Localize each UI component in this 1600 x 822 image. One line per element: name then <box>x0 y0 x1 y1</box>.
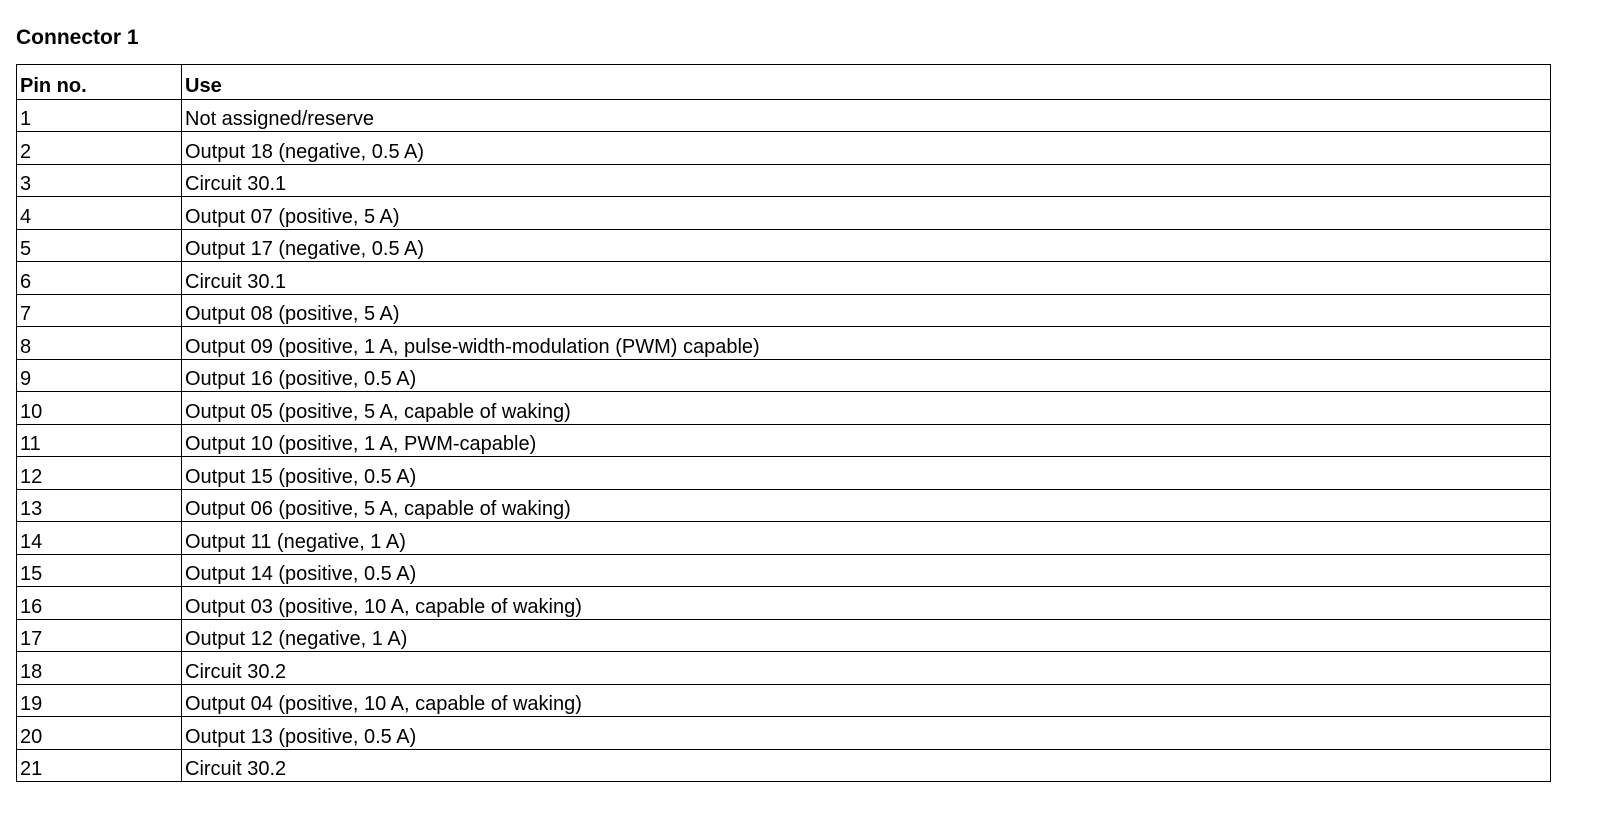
pin-number-cell: 7 <box>17 294 182 327</box>
pin-number-cell: 18 <box>17 652 182 685</box>
pin-use-cell: Output 16 (positive, 0.5 A) <box>182 359 1551 392</box>
pin-use-cell: Output 05 (positive, 5 A, capable of waking) <box>182 392 1551 425</box>
table-row <box>17 684 1551 717</box>
table-row <box>17 392 1551 425</box>
pin-number-cell: 12 <box>17 457 182 490</box>
table-row <box>17 99 1551 132</box>
pin-use-cell: Output 03 (positive, 10 A, capable of waking) <box>182 587 1551 620</box>
connector-pin-table <box>16 64 1551 782</box>
pin-use-cell: Circuit 30.2 <box>182 749 1551 782</box>
pin-use-cell: Output 11 (negative, 1 A) <box>182 522 1551 555</box>
table-body <box>17 99 1551 782</box>
pin-use-cell: Output 14 (positive, 0.5 A) <box>182 554 1551 587</box>
table-row <box>17 424 1551 457</box>
pin-number-cell: 1 <box>17 99 182 132</box>
pin-use-cell: Circuit 30.1 <box>182 164 1551 197</box>
pin-use-cell: Not assigned/reserve <box>182 99 1551 132</box>
table-row <box>17 717 1551 750</box>
pin-use-cell: Output 15 (positive, 0.5 A) <box>182 457 1551 490</box>
pin-number-cell: 19 <box>17 684 182 717</box>
table-row <box>17 262 1551 295</box>
document-title: Connector 1 <box>16 26 139 49</box>
pin-number-cell: 11 <box>17 424 182 457</box>
table-header-row <box>17 65 1551 100</box>
pin-use-cell: Output 07 (positive, 5 A) <box>182 197 1551 230</box>
pin-use-cell: Output 18 (negative, 0.5 A) <box>182 132 1551 165</box>
pin-use-cell: Output 13 (positive, 0.5 A) <box>182 717 1551 750</box>
table-row <box>17 294 1551 327</box>
table-row <box>17 749 1551 782</box>
table-row <box>17 132 1551 165</box>
table-row <box>17 652 1551 685</box>
table-row <box>17 489 1551 522</box>
pin-number-cell: 3 <box>17 164 182 197</box>
header-pin-no: Pin no. <box>17 65 182 100</box>
pin-use-cell: Output 04 (positive, 10 A, capable of waking) <box>182 684 1551 717</box>
pin-use-cell: Circuit 30.1 <box>182 262 1551 295</box>
pin-number-cell: 15 <box>17 554 182 587</box>
pin-number-cell: 10 <box>17 392 182 425</box>
table-row <box>17 522 1551 555</box>
table-row <box>17 457 1551 490</box>
pin-number-cell: 8 <box>17 327 182 360</box>
pin-use-cell: Output 12 (negative, 1 A) <box>182 619 1551 652</box>
pin-number-cell: 5 <box>17 229 182 262</box>
table-row <box>17 619 1551 652</box>
table-row <box>17 587 1551 620</box>
table-row <box>17 554 1551 587</box>
pin-number-cell: 13 <box>17 489 182 522</box>
pin-use-cell: Output 09 (positive, 1 A, pulse-width-modulation (PWM) capable) <box>182 327 1551 360</box>
pin-use-cell: Output 08 (positive, 5 A) <box>182 294 1551 327</box>
pin-use-cell: Output 17 (negative, 0.5 A) <box>182 229 1551 262</box>
pin-number-cell: 9 <box>17 359 182 392</box>
pin-number-cell: 16 <box>17 587 182 620</box>
pin-number-cell: 21 <box>17 749 182 782</box>
pin-use-cell: Output 06 (positive, 5 A, capable of waking) <box>182 489 1551 522</box>
pin-number-cell: 4 <box>17 197 182 230</box>
table-row <box>17 229 1551 262</box>
pin-use-cell: Output 10 (positive, 1 A, PWM-capable) <box>182 424 1551 457</box>
table-row <box>17 197 1551 230</box>
pin-number-cell: 20 <box>17 717 182 750</box>
pin-number-cell: 2 <box>17 132 182 165</box>
pin-number-cell: 14 <box>17 522 182 555</box>
pin-number-cell: 6 <box>17 262 182 295</box>
table-row <box>17 327 1551 360</box>
pin-number-cell: 17 <box>17 619 182 652</box>
table-row <box>17 359 1551 392</box>
table-row <box>17 164 1551 197</box>
header-use: Use <box>182 65 1551 100</box>
pin-use-cell: Circuit 30.2 <box>182 652 1551 685</box>
